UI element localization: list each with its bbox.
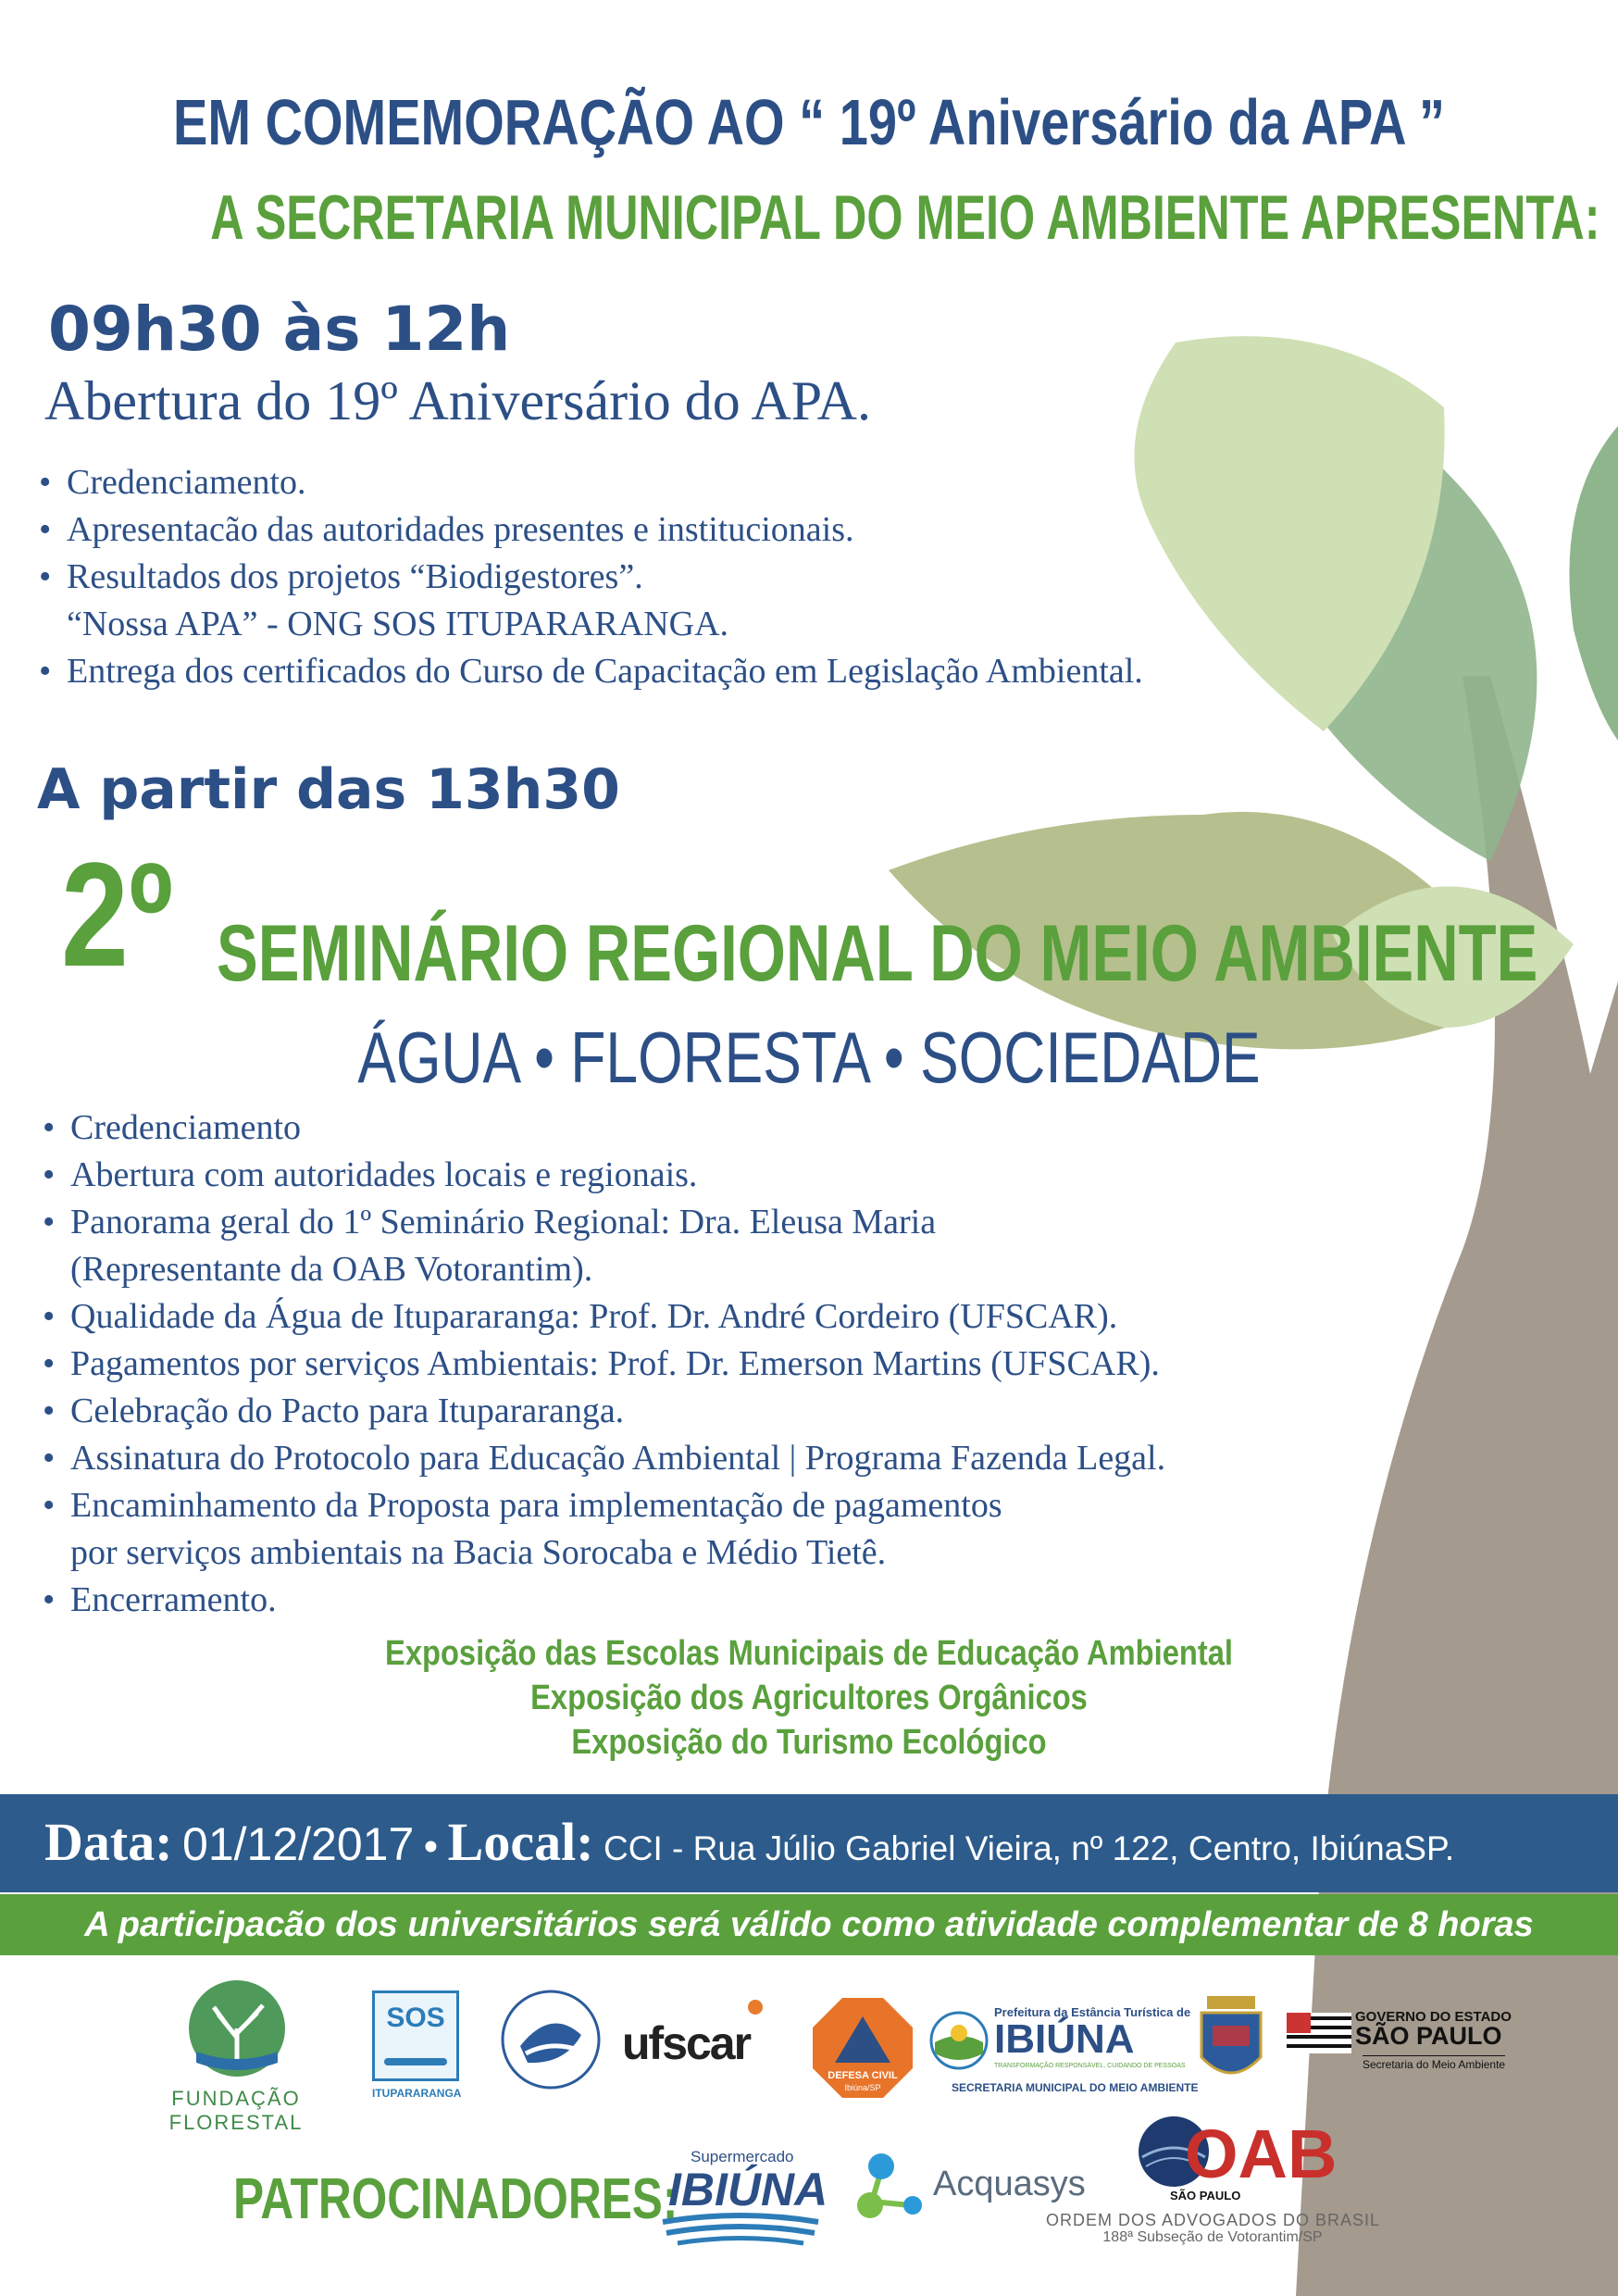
sponsors-label: PATROCINADORES: xyxy=(233,2167,678,2231)
list-item: • Panorama geral do 1º Seminário Regional: Dra. Eleusa Maria xyxy=(43,1203,937,1242)
list-item: • Assinatura do Protocolo para Educação Ambiental | Programa Fazenda Legal. xyxy=(43,1439,1166,1478)
seminar-number: 2º xyxy=(61,831,173,997)
date-label: Data: xyxy=(44,1812,173,1872)
molecule-icon xyxy=(853,2148,933,2227)
comite-logo-icon xyxy=(500,1989,602,2090)
prefeitura-text: Prefeitura da Estância Turística de xyxy=(994,2005,1191,2019)
exhibition-line: Exposição dos Agricultores Orgânicos xyxy=(530,1678,1088,1717)
gov-line2: SÃO PAULO xyxy=(1355,2022,1502,2050)
gov-line3: Secretaria do Meio Ambiente xyxy=(1363,2055,1505,2071)
list-item: • Encerramento. xyxy=(43,1580,277,1619)
leaf-edge xyxy=(1569,426,1618,741)
note-text: A participacão dos universitários será válido como atividade complementar de 8 horas xyxy=(84,1905,1534,1944)
list-item-continuation: por serviços ambientais na Bacia Sorocaba e Médio Tietê. xyxy=(70,1533,887,1572)
morning-time: 09h30 às 12h xyxy=(48,293,511,365)
supermercado-ibiuna-text: IBIÚNA xyxy=(668,2164,828,2215)
morning-title: Abertura do 19º Aniversário do APA. xyxy=(44,370,871,431)
coat-of-arms-icon xyxy=(1194,1992,1268,2096)
list-item: • Apresentacão das autoridades presentes e institucionais. xyxy=(39,510,854,549)
exhibition-line: Exposição das Escolas Municipais de Educação Ambiental xyxy=(385,1634,1233,1673)
list-item: • Credenciamento xyxy=(43,1108,302,1147)
oab-line2: 188ª Subseção de Votorantim/SP xyxy=(1102,2229,1323,2245)
supermercado-text: Supermercado xyxy=(691,2148,794,2165)
itupararanga-label: ITUPARARANGA xyxy=(372,2087,462,2100)
oab-text: OAB xyxy=(1185,2115,1338,2192)
fundacao-label: FUNDAÇÃO FLORESTAL xyxy=(168,2087,304,2134)
sponsor-supermercado-ibiuna xyxy=(659,2142,826,2244)
secretaria-text: SECRETARIA MUNICIPAL DO MEIO AMBIENTE xyxy=(952,2081,1199,2094)
logo-sos-itupararanga xyxy=(372,1990,462,2100)
list-item: • Credenciamento. xyxy=(39,463,306,502)
sponsor-oab xyxy=(1046,2115,1379,2253)
tree-logo-icon xyxy=(181,1978,292,2079)
seminar-themes: ÁGUA • FLORESTA • SOCIEDADE xyxy=(357,1017,1261,1098)
sp-flag-icon xyxy=(1287,2013,1351,2053)
logo-ufscar xyxy=(618,2000,776,2083)
list-item: • Entrega dos certificados do Curso de Capacitação em Legislação Ambiental. xyxy=(39,652,1143,691)
ufscar-text: ufscar xyxy=(622,2017,751,2069)
waves-icon xyxy=(659,2213,822,2250)
morning-list xyxy=(39,459,1143,695)
gov-line1: GOVERNO DO ESTADO xyxy=(1355,2009,1512,2025)
ibiuna-text: IBIÚNA xyxy=(994,2016,1135,2062)
logo-governo-sp xyxy=(1287,2003,1518,2087)
date-location-text xyxy=(44,1800,1454,1891)
logo-comite-bacia xyxy=(500,1989,602,2090)
seminar-title: SEMINÁRIO REGIONAL DO MEIO AMBIENTE xyxy=(217,909,1538,998)
list-item: • Abertura com autoridades locais e regionais. xyxy=(43,1155,698,1194)
list-item: • Resultados dos projetos “Biodigestores”. xyxy=(39,557,643,596)
logo-fundacao-florestal xyxy=(111,1978,361,2134)
list-item: • Celebração do Pacto para Itupararanga. xyxy=(43,1391,625,1430)
exhibition-line: Exposição do Turismo Ecológico xyxy=(571,1723,1047,1762)
list-item-continuation: “Nossa APA” - ONG SOS ITUPARARANGA. xyxy=(67,605,729,643)
logo-defesa-civil xyxy=(811,1996,915,2100)
defesa-civil-sub: Ibiúna/SP xyxy=(844,2083,881,2092)
date-value: 01/12/2017 xyxy=(182,1818,415,1870)
local-value: CCI - Rua Júlio Gabriel Vieira, nº 122, Centro, IbiúnaSP. xyxy=(604,1829,1455,1867)
afternoon-time: A partir das 13h30 xyxy=(37,757,620,822)
ibiuna-sun-icon xyxy=(929,2011,989,2070)
local-label: Local: xyxy=(447,1812,594,1872)
oab-line1: ORDEM DOS ADVOGADOS DO BRASIL xyxy=(1046,2211,1381,2229)
defesa-civil-label: DEFESA CIVIL xyxy=(828,2070,898,2081)
afternoon-list xyxy=(43,1104,1165,1624)
oab-sp-text: SÃO PAULO xyxy=(1170,2189,1241,2202)
sos-text: SOS xyxy=(386,2003,445,2033)
header-line2: A SECRETARIA MUNICIPAL DO MEIO AMBIENTE APRESENTA: xyxy=(210,182,1600,253)
header-line1: EM COMEMORAÇÃO AO “ 19º Aniversário da APA ” xyxy=(172,86,1445,158)
list-item: • Pagamentos por serviços Ambientais: Prof. Dr. Emerson Martins (UFSCAR). xyxy=(43,1344,1160,1383)
list-item: • Qualidade da Água de Itupararanga: Prof. Dr. André Cordeiro (UFSCAR). xyxy=(43,1297,1118,1336)
separator: • xyxy=(423,1824,439,1869)
logo-prefeitura-ibiuna xyxy=(929,2002,1199,2102)
ibiuna-tagline: TRANSFORMAÇÃO RESPONSÁVEL, CUIDANDO DE PESSOAS xyxy=(994,2063,1186,2069)
list-item: • Encaminhamento da Proposta para implementação de pagamentos xyxy=(43,1486,1002,1525)
logo-brasao xyxy=(1194,1992,1268,2096)
list-item-continuation: (Representante da OAB Votorantim). xyxy=(70,1250,593,1289)
acquasys-text: Acquasys xyxy=(933,2165,1086,2203)
